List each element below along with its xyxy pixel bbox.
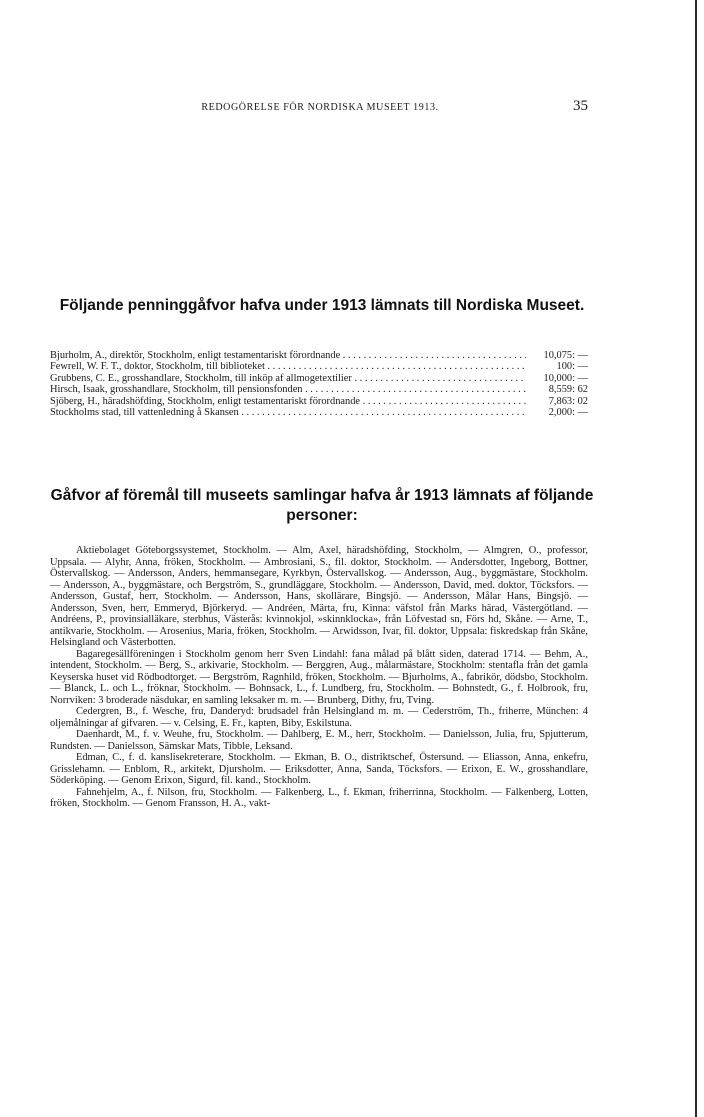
- money-gift-amount: 10,075: —: [543, 350, 588, 361]
- money-gift-amount: 2,000: —: [548, 406, 588, 418]
- money-gift-amount: 100: —: [556, 361, 588, 373]
- donor-paragraph-d: Daenhardt, M., f. v. Weuhe, fru, Stockholm. — Dahlberg, E. M., herr, Stockholm. — Danielsson, Julia, fru, Spjutterum, Rundsten. — Danielsson, Sämskar Mats, Tibble, Leksand.: [50, 729, 588, 752]
- money-gift-list: [50, 350, 588, 418]
- donor-paragraph-b: Bagaregesällföreningen i Stockholm genom herr Sven Lindahl: fana målad på blått siden, daterad 1714. — Behm, A., intendent, Stockholm. — Berg, S., arkivarie, Stockholm. — Berggren, Aug., målarmästare, Stockholm: stentafla från det gamla Keyserska huset vid Rödbodtorget. — Bergström, Ragnhild, fröken, Stockholm. — Bjurholms, A., fabrikör, dödsbo, Stockholm. — Blanck, L. och L., fröknar, Stockholm. — Bohnsack, L., f. Lundberg, fru, Stockholm. — Bohnstedt, G., f. Holbrook, fru, Norrviken: 3 broderade näsdukar, en samling leksaker m. m. — Brunberg, Dithy, fru, Tving.: [50, 648, 588, 706]
- donor-paragraph-c: Cedergren, B., f. Wesche, fru, Danderyd: brudsadel från Helsingland m. m. — Cederström, Th., friherre, München: 4 oljemålningar af gifvaren. — v. Celsing, E. Fr., kapten, Biby, Eskilstuna.: [50, 706, 588, 729]
- section-heading-money-gifts: Följande penninggåfvor hafva under 1913 lämnats till Nordiska Museet.: [59, 297, 585, 314]
- donor-paragraph-e: Edman, C., f. d. kanslisekreterare, Stockholm. — Ekman, B. O., distriktschef, Östersund. — Eliasson, Anna, enkefru, Grisslehamn. — Enblom, R., arkitekt, Djursholm. — Eriksdotter, Anna, Sanda, Töcksfors. — Erixon, E. W., grosshandlare, Söderköping. — Genom Erixon, Sigurd, fil. kand., Stockholm.: [50, 752, 588, 787]
- money-gift-description: Bjurholm, A., direktör, Stockholm, enligt testamentariskt förordnande . . .: [50, 350, 526, 361]
- section-heading-object-gifts: Gåfvor af föremål till museets samlingar hafva år 1913 lämnats af följande personer:: [50, 487, 594, 524]
- money-gift-row: [50, 350, 588, 361]
- money-gift-row: [50, 384, 588, 395]
- money-gift-description: Grubbens, C. E., grosshandlare, Stockholm, till inköp af allmogetextilier . . .: [50, 373, 526, 384]
- money-gift-row: [50, 373, 588, 384]
- money-gift-amount: 7,863: 02: [548, 395, 588, 407]
- money-gift-row: [50, 396, 588, 407]
- page-edge-line: [695, 0, 697, 1117]
- donor-paragraph-f: Fahnehjelm, A., f. Nilson, fru, Stockholm. — Falkenberg, L., f. Ekman, friherrinna, Stockholm. — Falkenberg, Lotten, fröken, Stockholm. — Genom Fransson, H. A., vakt-: [50, 786, 588, 810]
- page-number: 35: [573, 98, 588, 114]
- money-gift-amount: 8,559: 62: [548, 384, 588, 396]
- money-gift-description: Fewrell, W. F. T., doktor, Stockholm, till biblioteket . . .: [50, 361, 526, 372]
- donor-paragraph-a: Aktiebolaget Göteborgssystemet, Stockholm. — Alm, Axel, häradshöfding, Stockholm, — Almgren, O., professor, Uppsala. — Alyhr, Anna, fröken, Stockholm. — Ambrosiani, S., fil. doktor, Stockholm. — Andersdotter, Ingeborg, Bottner, Östervallskog. — Andersson, Anders, hemmansegare, Kyrkbyn, Östervallskog. — Andersson, Aug., byggmästare, Stockholm. — Andersson, A., byggmästare, och Bergström, S., grundläggare, Stockholm. — Andersson, David, med. doktor, Töcksfors. — Andersson, Gustaf, herr, Stockholm. — Andersson, Hans, skollärare, Bingsjö. — Andersson, Målar Hans, Bingsjö. — Andersson, Sven, herr, Emmeryd, Björkeryd. — Andréen, Märta, fru, Kinna: väfstol från Marks härad, Västergötland. — Andréens, P., provinsialläkare, sterbhus, Västerås: kvinnokjol, »skinnklocka», från Löfvestad sn, Förs hd, Skåne. — Arne, T., antikvarie, Stockholm. — Arosenius, Maria, fröken, Stockholm. — Arwidsson, Ivar, fil. doktor, Uppsala: fiskredskap från Skåne, Helsingland och Västerbotten.: [50, 545, 588, 649]
- running-title: REDOGÖRELSE FÖR NORDISKA MUSEET 1913.: [201, 102, 439, 113]
- money-gift-row: [50, 361, 588, 372]
- money-gift-amount: 10,000: —: [543, 372, 588, 384]
- money-gift-description: Stockholms stad, till vattenledning å Skansen . . .: [50, 407, 526, 418]
- money-gift-description: Hirsch, Isaak, grosshandlare, Stockholm, till pensionsfonden . . .: [50, 384, 526, 395]
- donor-list-body: [50, 545, 588, 810]
- running-head: [0, 98, 704, 115]
- money-gift-description: Sjöberg, H., häradshöfding, Stockholm, enligt testamentariskt förordnande . . .: [50, 396, 526, 407]
- money-gift-row: [50, 407, 588, 418]
